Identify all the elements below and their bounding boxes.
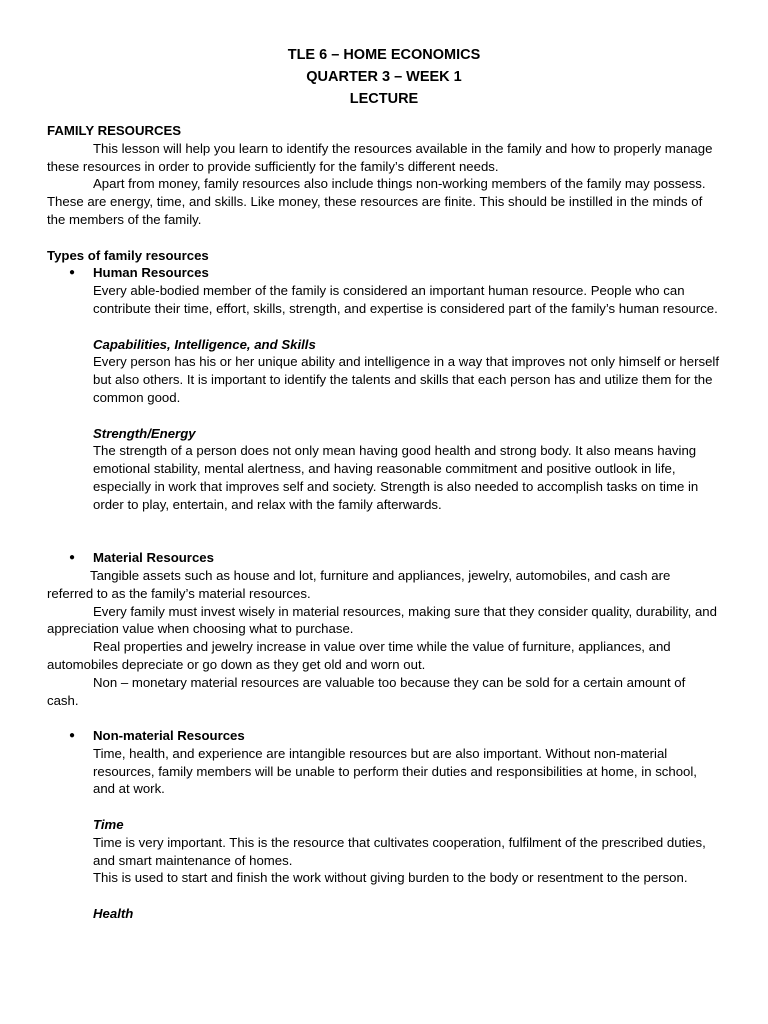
subheading-health: Health [93,906,134,922]
header-quarter-week: QUARTER 3 – WEEK 1 [306,69,462,85]
paragraph-intro: This lesson will help you learn to identify the resources available in the family and how to properly manage these resources in order to provide sufficiently for the family’s different needs. [47,140,713,174]
paragraph-time-1: Time is very important. This is the resource that cultivates cooperation, fulfilment of the prescribed duties, and smart maintenance of homes. [93,834,706,868]
list-item-material-resources [47,549,719,567]
subsection-capabilities [47,336,719,407]
subsection-time [47,816,719,887]
subheading-human-resources: Human Resources [93,265,209,281]
document-header [0,44,768,110]
bullet-icon: ● [69,267,76,279]
subheading-capabilities: Capabilities, Intelligence, and Skills [93,336,316,352]
header-subject: TLE 6 – HOME ECONOMICS [287,47,481,63]
subheading-material-resources: Material Resources [93,550,214,566]
section-heading-types: Types of family resources [47,247,209,263]
header-lecture: LECTURE [349,91,419,107]
paragraph-tangible-assets: Tangible assets such as house and lot, furniture and appliances, jewelry, automobiles, and cash are referred to as the family’s material resources. [47,567,671,601]
subsection-strength [47,425,719,514]
subheading-time: Time [93,817,124,833]
paragraph-time-2: This is used to start and finish the work without giving burden to the body or resentment to the person. [93,870,688,886]
paragraph-human-resources: Every able-bodied member of the family is considered an important human resource. People who can contribute their time, effort, skills, strength, and expertise is considered part of the family’s human resource. [93,283,718,316]
paragraph-invest-wisely: Every family must invest wisely in material resources, making sure that they consider quality, durability, and appreciation value when choosing what to purchase. [47,603,717,637]
bullet-icon: ● [69,552,76,564]
list-item-non-material-resources [47,727,719,798]
subsection-health [47,905,719,923]
paragraph-strength: The strength of a person does not only mean having good health and strong body. It also means having emotional stability, mental alertness, and having reasonable commitment and positive outlook in life, especially in work that improves self and society. Strength is also needed to accomplish tasks on time in order to play, entertain, and relax with the family afterwards. [93,443,699,512]
paragraph-non-material: Time, health, and experience are intangible resources but are also important. Without non-material resources, family members will be unable to perform their duties and responsibilities at home, in school, and at work. [93,745,697,797]
subheading-non-material-resources: Non-material Resources [93,728,245,744]
subheading-strength: Strength/Energy [93,425,196,441]
paragraph-apart-from-money: Apart from money, family resources also include things non-working members of the family may possess. These are energy, time, and skills. Like money, these resources are finite. This should be instilled in the minds of the members of the family. [47,176,706,227]
document-body [47,122,719,923]
list-item-human-resources [47,264,719,317]
bullet-icon: ● [69,730,76,742]
paragraph-non-monetary: Non – monetary material resources are valuable too because they can be sold for a certain amount of cash. [47,674,686,708]
section-heading-family-resources: FAMILY RESOURCES [47,123,182,138]
paragraph-capabilities: Every person has his or her unique ability and intelligence in a way that improves not only himself or herself but also others. It is important to identify the talents and skills that each person has and utilize them for the common good. [93,354,720,405]
paragraph-real-properties: Real properties and jewelry increase in value over time while the value of furniture, appliances, and automobiles depreciate or go down as they get old and worn out. [47,639,671,672]
